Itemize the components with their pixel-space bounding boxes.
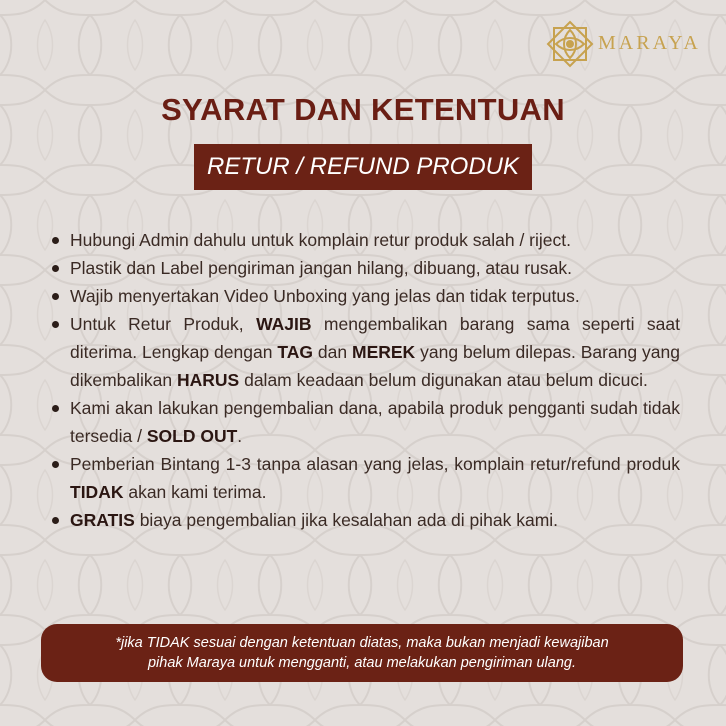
- rule-text: Plastik dan Label pengiriman jangan hilang, dibuang, atau rusak.: [70, 258, 573, 278]
- rule-text: dalam keadaan belum digunakan atau belum dicuci.: [239, 370, 648, 390]
- rule-text: Untuk Retur Produk,: [70, 314, 257, 334]
- rule-item: [48, 254, 680, 282]
- brand-name: MARAYA: [598, 32, 701, 54]
- bullet-dot-icon: [52, 237, 59, 244]
- bullet-dot-icon: [52, 265, 59, 272]
- rule-text: yang belum dilepas. Barang yang dikembalikan: [70, 342, 680, 390]
- rule-emphasis: MEREK: [352, 342, 416, 362]
- rule-emphasis: WAJIB: [256, 314, 312, 334]
- rule-text: Pemberian Bintang 1-3 tanpa alasan yang jelas, komplain retur/refund produk: [70, 454, 680, 474]
- rules-list: [48, 226, 680, 534]
- bullet-dot-icon: [52, 321, 59, 328]
- bullet-dot-icon: [52, 405, 59, 412]
- rule-text: Wajib menyertakan Video Unboxing yang jelas dan tidak terputus.: [70, 286, 580, 306]
- rule-item: [48, 226, 680, 254]
- bullet-dot-icon: [52, 293, 59, 300]
- rule-emphasis: GRATIS: [70, 510, 135, 530]
- rule-emphasis: TIDAK: [70, 482, 124, 502]
- rule-item: [48, 506, 680, 534]
- subtitle-banner: [194, 144, 532, 190]
- rule-emphasis: TAG: [277, 342, 313, 362]
- rule-text: mengembalikan barang sama seperti saat diterima. Lengkap dengan: [70, 314, 680, 362]
- rule-item: [48, 450, 680, 506]
- rule-item: [48, 282, 680, 310]
- rule-text: akan kami terima.: [123, 482, 267, 502]
- rule-text: biaya pengembalian jika kesalahan ada di pihak kami.: [134, 510, 559, 530]
- rule-text: .: [237, 426, 243, 446]
- disclaimer-line: pihak Maraya untuk mengganti, atau melakukan pengiriman ulang.: [147, 655, 576, 671]
- bullet-dot-icon: [52, 517, 59, 524]
- rule-text: Kami akan lakukan pengembalian dana, apabila produk pengganti sudah tidak tersedia /: [70, 398, 680, 446]
- page-title: SYARAT DAN KETENTUAN: [161, 92, 565, 127]
- subtitle-text: RETUR / REFUND PRODUK: [206, 153, 519, 180]
- rule-item: [48, 394, 680, 450]
- rule-item: [48, 310, 680, 394]
- rule-emphasis: HARUS: [177, 370, 240, 390]
- disclaimer-line: *jika TIDAK sesuai dengan ketentuan diatas, maka bukan menjadi kewajiban: [115, 635, 609, 651]
- rule-text: Hubungi Admin dahulu untuk komplain retur produk salah / riject.: [70, 230, 571, 250]
- rule-text: dan: [313, 342, 352, 362]
- bullet-dot-icon: [52, 461, 59, 468]
- rule-emphasis: SOLD OUT: [146, 426, 238, 446]
- disclaimer-note: [41, 624, 683, 682]
